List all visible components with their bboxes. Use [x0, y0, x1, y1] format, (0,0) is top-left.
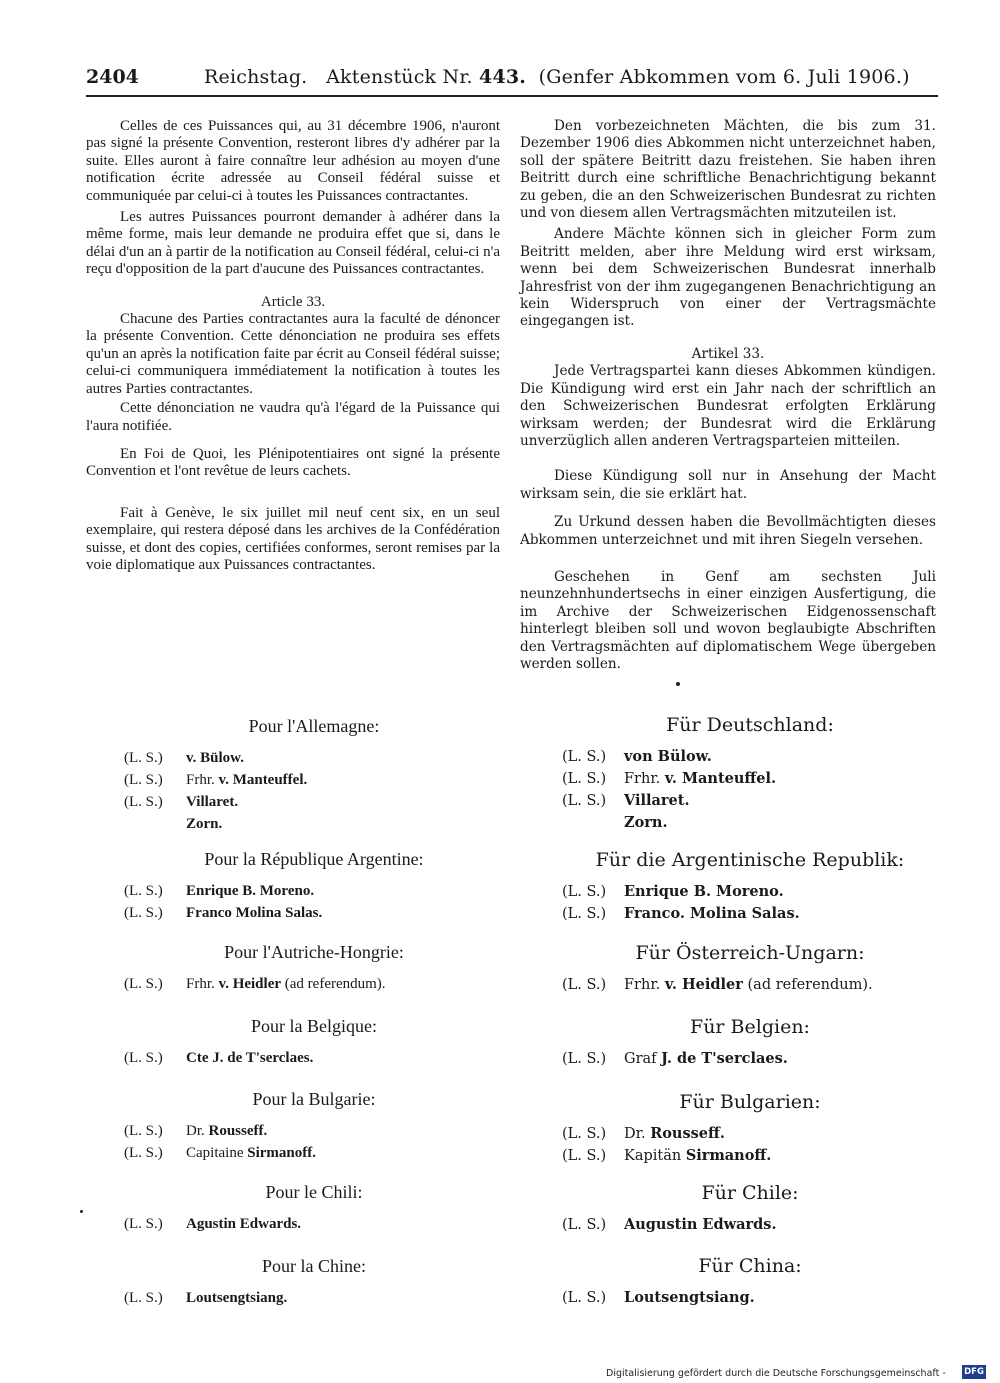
french-paragraph: Celles de ces Puissances qui, au 31 décembre 1906, n'auront pas signé la présente Convention, resteront libres d'y adhérer par la suite. Elles auront à faire connaître leur adhésion au moyen d'une notification écrite adressée au Conseil fédéral suisse et communiquée par celui-ci à toutes les Puissances contractantes.	[86, 118, 500, 204]
signature-block-argentina-de	[562, 849, 938, 925]
signatory-row: (L. S.) v. Bülow.	[124, 750, 244, 766]
country-heading: Pour la Belgique:	[251, 1016, 377, 1036]
country-heading: Pour la Chine:	[262, 1256, 366, 1276]
french-paragraph: En Foi de Quoi, les Plénipotentiaires ont signé la présente Convention et l'ont revêtue de leurs cachets.	[86, 445, 500, 480]
german-column	[520, 118, 936, 673]
german-paragraph: Zu Urkund dessen haben die Bevollmächtigten dieses Abkommen unterzeichnet und mit ihren Siegeln versehen.	[520, 514, 936, 548]
german-paragraph: Jede Vertragspartei kann dieses Abkommen kündigen. Die Kündigung wird erst ein Jahr nach der schriftlich an den Schweizerischen Bundesrat erfolgten Erklärung wirksam werden; der Bundesrat wird die Erklärung unverzüglich allen anderen Vertragsparteien mitteilen.	[520, 363, 936, 449]
signatory-row: (L. S.) Franco. Molina Salas.	[562, 905, 800, 922]
country-heading: Für Bulgarien:	[679, 1091, 821, 1113]
signatory-row: (L. S.) Dr. Rousseff.	[562, 1125, 725, 1142]
country-heading: Pour la République Argentine:	[204, 849, 424, 869]
signatory-row: (L. S.) Graf J. de T'serclaes.	[562, 1050, 788, 1067]
signatory-row: (L. S.) Loutsengtsiang.	[562, 1289, 755, 1306]
signature-block-belgium-de	[562, 1016, 938, 1070]
french-article-heading: Article 33.	[260, 293, 326, 310]
signature-block-germany-fr	[124, 716, 504, 835]
signatory-row: (L. S.) von Bülow.	[562, 748, 712, 765]
signatory-row: (L. S.) Frhr. v. Manteuffel.	[124, 772, 308, 788]
signature-block-chile-de	[562, 1182, 938, 1236]
signatory-row: (L. S.) Franco Molina Salas.	[124, 905, 323, 921]
digitization-credit: Digitalisierung gefördert durch die Deutsche Forschungsgemeinschaft -	[606, 1368, 946, 1379]
page-header	[86, 66, 938, 96]
country-heading: Pour la Bulgarie:	[252, 1089, 376, 1109]
signature-block-bulgaria-fr	[124, 1089, 504, 1164]
signatory-row: (L. S.) Frhr. v. Manteuffel.	[562, 770, 777, 787]
signature-block-argentina-fr	[124, 849, 504, 924]
french-column	[86, 118, 500, 574]
signature-block-belgium-fr	[124, 1016, 504, 1069]
signatory-row: (L. S.) Enrique B. Moreno.	[562, 883, 784, 900]
country-heading: Für China:	[698, 1255, 802, 1277]
print-speck	[80, 1210, 83, 1213]
french-paragraph: Chacune des Parties contractantes aura la faculté de dénoncer la présente Convention. Cette dénonciation ne produira ses effets qu'un an après la notification faite par écrit au Conseil fédéral suisse; celui-ci communiquera immédiatement la notification à toutes les autres Parties contractantes.	[86, 311, 500, 397]
country-heading: Für Belgien:	[690, 1016, 810, 1038]
country-heading: Für Österreich-Ungarn:	[635, 942, 865, 964]
signatory-row: (L. S.) Capitaine Sirmanoff.	[124, 1145, 316, 1161]
german-article-heading: Artikel 33.	[691, 345, 765, 362]
signature-block-china-de	[562, 1255, 938, 1309]
signatory-row: Zorn.	[624, 814, 668, 831]
signatory-row: (L. S.) Enrique B. Moreno.	[124, 883, 315, 899]
page-number: 2404	[86, 66, 139, 88]
print-speck	[676, 682, 680, 686]
signatory-row: (L. S.) Augustin Edwards.	[562, 1216, 777, 1233]
signatory-row: (L. S.) Cte J. de T'serclaes.	[124, 1050, 314, 1066]
signatory-row: (L. S.) Frhr. v. Heidler (ad referendum).	[124, 976, 386, 992]
country-heading: Für die Argentinische Republik:	[595, 849, 905, 871]
country-heading: Pour le Chili:	[265, 1182, 363, 1202]
signatory-row: (L. S.) Kapitän Sirmanoff.	[562, 1147, 772, 1164]
signature-block-germany-de	[562, 714, 938, 834]
signatory-row: (L. S.) Dr. Rousseff.	[124, 1123, 268, 1139]
header-rule	[86, 95, 938, 97]
german-paragraph: Diese Kündigung soll nur in Ansehung der Macht wirksam sein, die sie erklärt hat.	[520, 468, 936, 502]
french-paragraph: Fait à Genève, le six juillet mil neuf cent six, en un seul exemplaire, qui restera déposé dans les archives de la Confédération suisse, et dont des copies, certifiées conformes, seront remises par la voie diplomatique aux Puissances contractantes.	[86, 504, 500, 573]
signature-block-austria-hungary-de	[562, 942, 938, 996]
german-paragraph: Den vorbezeichneten Mächten, die bis zum 31. Dezember 1906 dies Abkommen nicht unterzeichnet haben, soll der spätere Beitritt dazu freistehen. Sie haben ihren Beitritt durch eine schriftliche Benachrichtigung bekannt zu geben, die an den Schweizerischen Bundesrat zu richten und von diesem allen Vertragsmächten mitzuteilen ist.	[520, 118, 936, 222]
country-heading: Pour l'Autriche-Hongrie:	[224, 942, 404, 962]
french-paragraph: Les autres Puissances pourront demander à adhérer dans la même forme, mais leur demande ne produira effet que si, dans le délai d'un an à partir de la notification au Conseil fédéral, celui-ci n'a reçu d'opposition de la part d'aucune des Puissances contractantes.	[86, 209, 500, 278]
signatory-row: (L. S.) Frhr. v. Heidler (ad referendum).	[562, 976, 873, 993]
french-paragraph: Cette dénonciation ne vaudra qu'à l'égard de la Puissance qui l'aura notifiée.	[86, 400, 500, 434]
signatory-row: Zorn.	[186, 816, 223, 832]
signatory-row: (L. S.) Loutsengtsiang.	[124, 1290, 288, 1306]
dfg-logo: DFG	[962, 1365, 986, 1379]
signatory-row: (L. S.) Villaret.	[562, 792, 690, 809]
signature-block-chile-fr	[124, 1182, 504, 1235]
country-heading: Pour l'Allemagne:	[248, 716, 380, 736]
country-heading: Für Deutschland:	[666, 714, 834, 736]
country-heading: Für Chile:	[701, 1182, 799, 1204]
signature-block-austria-hungary-fr	[124, 942, 504, 995]
signatory-row: (L. S.) Villaret.	[124, 794, 239, 810]
running-title: Reichstag. Aktenstück Nr. 443. (Genfer Abkommen vom 6. Juli 1906.)	[204, 66, 910, 88]
signature-block-china-fr	[124, 1256, 504, 1309]
signature-block-bulgaria-de	[562, 1091, 938, 1167]
german-paragraph: Andere Mächte können sich in gleicher Form zum Beitritt melden, aber ihre Meldung wird erst wirksam, wenn bei dem Schweizerischen Bundesrat innerhalb Jahresfrist von der ihm zugegangenen Benachrichtigung an kein Widerspruch von einer der Vertragsmächte eingegangen ist.	[520, 226, 936, 330]
german-paragraph: Geschehen in Genf am sechsten Juli neunzehnhundertsechs in einer einzigen Ausfertigung, die im Archive der Schweizerischen Eidgenossenschaft hinterlegt bleiben soll und wovon beglaubigte Abschriften den Vertragsmächten auf diplomatischem Wege übergeben werden sollen.	[520, 568, 936, 672]
signatory-row: (L. S.) Agustin Edwards.	[124, 1216, 302, 1232]
